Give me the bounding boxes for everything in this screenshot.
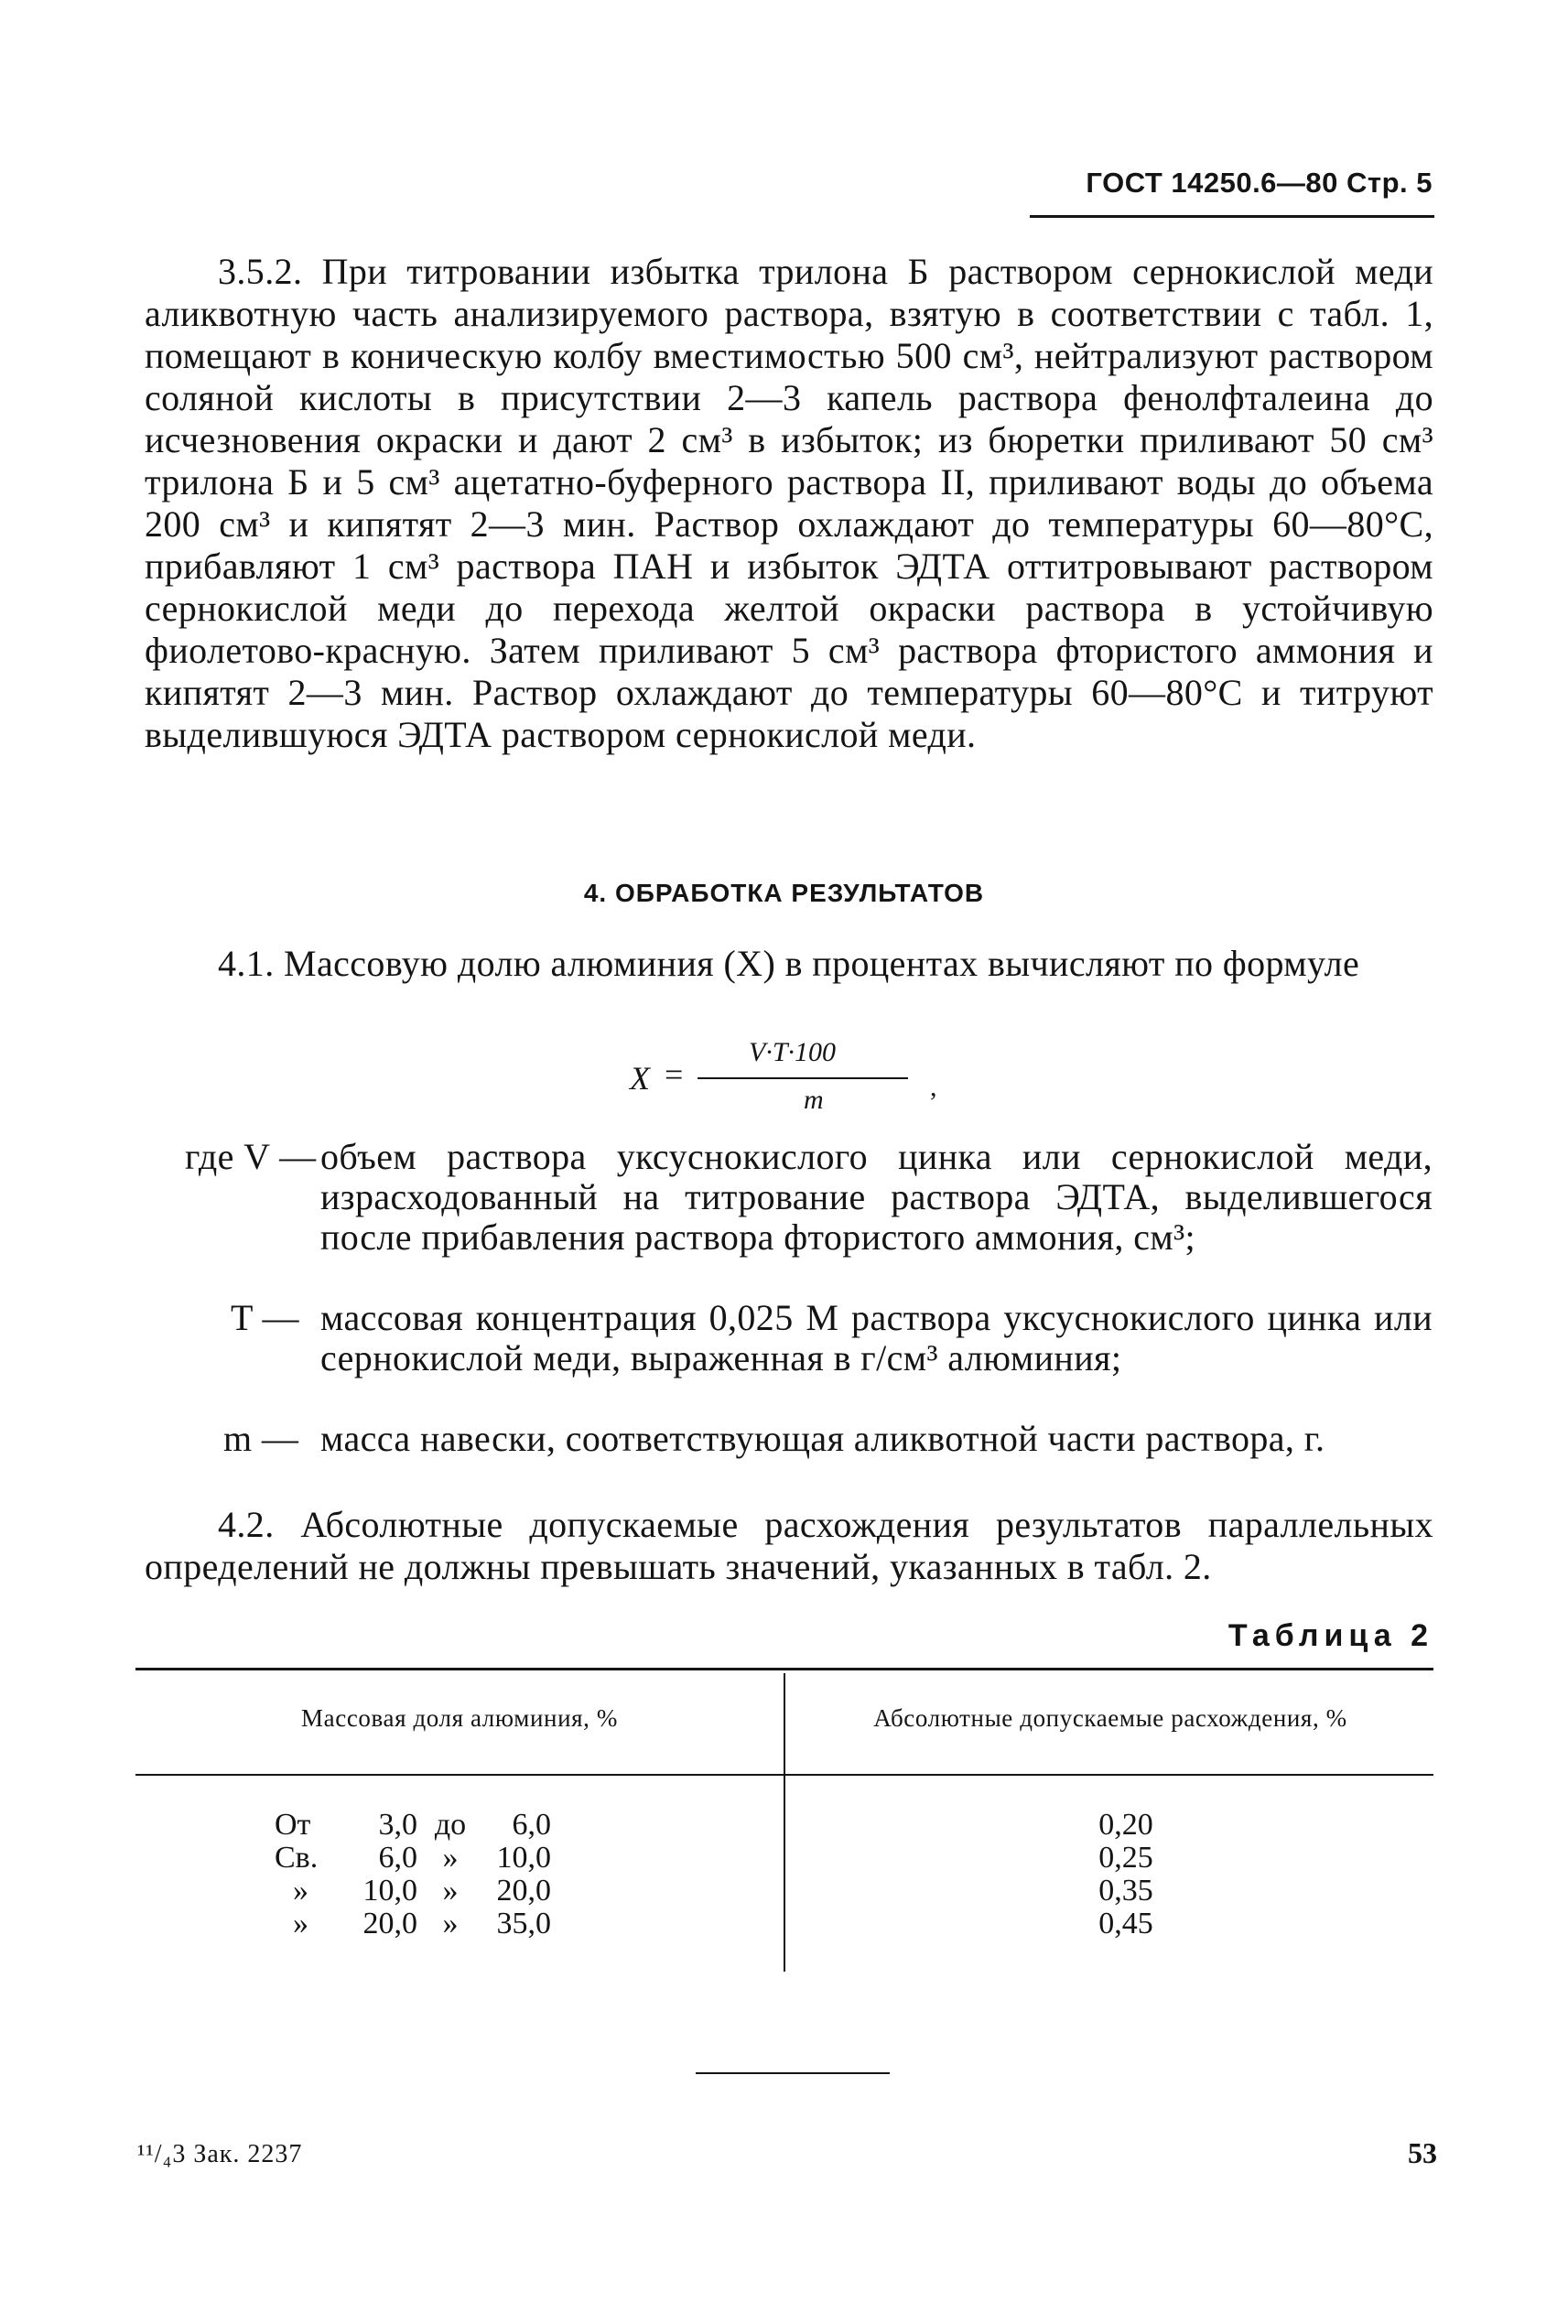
definition-symbol: m — xyxy=(223,1418,299,1459)
paragraph-4-1: 4.1. Массовую долю алюминия (X) в процентах вычисляют по формуле xyxy=(218,943,1360,984)
table-top-rule xyxy=(135,1668,1433,1670)
range-end: 10,0 xyxy=(496,1841,551,1875)
range-from: 3,0 xyxy=(378,1808,417,1842)
table-header-cell: Массовая доля алюминия, % xyxy=(301,1704,618,1732)
table-cell-value: 0,35 xyxy=(1098,1874,1153,1908)
table-caption: Таблица 2 xyxy=(1227,1618,1433,1653)
formula-comma: , xyxy=(930,1072,937,1102)
range-prefix: От xyxy=(275,1808,311,1842)
table-row xyxy=(275,1809,549,1842)
table-row xyxy=(275,1842,549,1875)
formula xyxy=(630,1037,941,1119)
formula-lhs: X xyxy=(630,1060,650,1097)
table-cell-value: 0,20 xyxy=(1098,1808,1153,1842)
range-from: 6,0 xyxy=(378,1841,417,1875)
definition-text: массовая концентрация 0,025 М раствора уксуснокислого цинка или сернокислой меди, выраженная в г/см³ алюминия; xyxy=(320,1297,1433,1378)
footer-order-number: ¹¹/₄3 Зак. 2237 xyxy=(137,2140,303,2168)
section-title: 4. ОБРАБОТКА РЕЗУЛЬТАТОВ xyxy=(583,879,985,907)
table-cell-value: 0,45 xyxy=(1098,1907,1153,1940)
table-column-tolerances xyxy=(1034,1809,1217,1940)
range-to-word: » xyxy=(442,1874,459,1908)
table-row xyxy=(275,1875,549,1908)
range-to-word: » xyxy=(442,1907,459,1940)
table-column-divider xyxy=(784,1673,785,1972)
range-from: 10,0 xyxy=(362,1874,417,1908)
table-row xyxy=(275,1908,549,1940)
page-number: 53 xyxy=(1408,2136,1437,2169)
end-rule xyxy=(696,2072,890,2074)
page-header: ГОСТ 14250.6—80 Стр. 5 xyxy=(1086,167,1433,199)
range-end: 20,0 xyxy=(496,1874,551,1908)
definition-text: объем раствора уксуснокислого цинка или сернокислой меди, израсходованный на титрование раствора ЭДТА, выделившегося после прибавления раствора фтористого аммония, см³; xyxy=(320,1136,1433,1258)
range-prefix: » xyxy=(293,1874,308,1908)
paragraph-3-5-2: 3.5.2. При титровании избытка трилона Б раствором сернокислой меди аликвотную часть анализируемого раствора, взятую в соответствии с табл. 1, помещают в коническую колбу вместимостью 500 см³, нейтрализуют раствором соляной кислоты в присутствии 2—3 капель раствора фенолфталеина до исчезновения окраски и дают 2 см³ в избыток; из бюретки приливают 50 см³ трилона Б и 5 см³ ацетатно-буферного раствора II, приливают воды до объема 200 см³ и кипятят 2—3 мин. Раствор охлаждают до температуры 60—80°С, прибавляют 1 см³ раствора ПАН и избыток ЭДТА оттитровывают раствором сернокислой меди до перехода желтой окраски раствора в устойчивую фиолетово-красную. Затем приливают 5 см³ раствора фтористого аммония и кипятят 2—3 мин. Раствор охлаждают до температуры 60—80°С и титруют выделившуюся ЭДТА раствором сернокислой меди. xyxy=(145,251,1433,755)
range-to-word: » xyxy=(442,1841,459,1875)
definition-symbol: где V — xyxy=(185,1136,317,1177)
table-column-ranges xyxy=(275,1809,549,1940)
range-prefix: » xyxy=(293,1907,308,1940)
range-to-word: до xyxy=(434,1808,467,1842)
formula-equals: = xyxy=(665,1056,684,1093)
definition-text: масса навески, соответствующая аликвотной части раствора, г. xyxy=(320,1418,1325,1459)
range-from: 20,0 xyxy=(362,1907,417,1940)
range-end: 6,0 xyxy=(512,1808,551,1842)
range-prefix: Св. xyxy=(275,1841,319,1875)
formula-denominator: m xyxy=(804,1085,824,1115)
paragraph-4-2: 4.2. Абсолютные допускаемые расхождения результатов параллельных определений не должны превышать значений, указанных в табл. 2. xyxy=(145,1504,1433,1587)
header-rule xyxy=(1030,215,1434,218)
fraction-bar xyxy=(697,1077,908,1079)
table-header-cell: Абсолютные допускаемые расхождения, % xyxy=(873,1704,1347,1732)
range-end: 35,0 xyxy=(496,1907,551,1940)
table-cell-value: 0,25 xyxy=(1098,1841,1153,1875)
definition-symbol: T — xyxy=(231,1297,299,1338)
formula-numerator: V·T·100 xyxy=(749,1037,837,1067)
